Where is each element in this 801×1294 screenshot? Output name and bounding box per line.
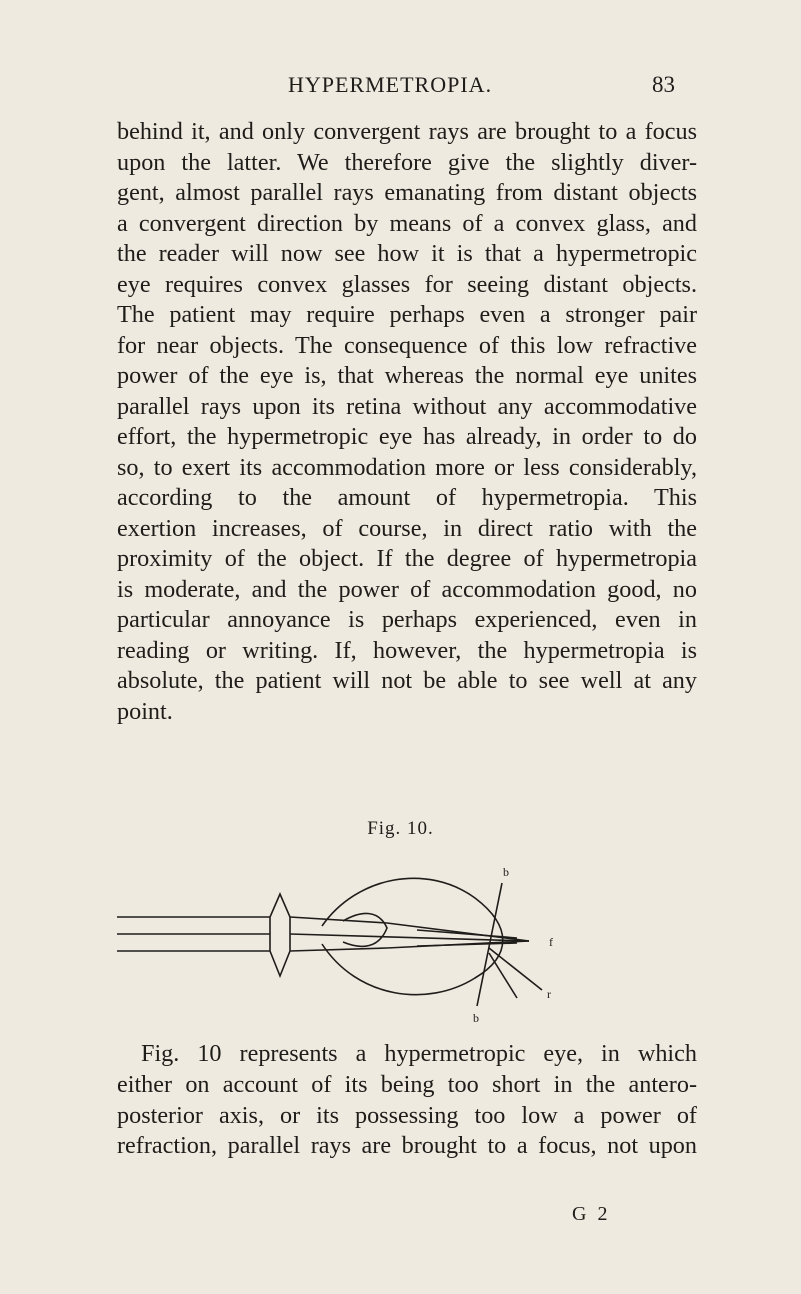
refracted-ray: [290, 948, 387, 951]
convex-lens: [270, 894, 290, 976]
text-line: parallel rays upon its retina without any accommodative: [117, 392, 697, 420]
text-line: particular annoyance is perhaps experienced, even in: [117, 606, 697, 633]
crystalline-lens: [343, 913, 387, 946]
text-line: a convergent direction by means of a convex glass, and: [117, 209, 697, 237]
refracted-ray: [290, 934, 529, 941]
text-line: either on account of its being too short in the antero-: [117, 1070, 697, 1098]
label-b-top: b: [503, 865, 509, 879]
text-line: according to the amount of hypermetropia. This: [117, 484, 697, 511]
text-line: eye requires convex glasses for seeing distant objects.: [117, 270, 697, 298]
signature-mark: G 2: [572, 1203, 611, 1225]
text-line: is moderate, and the power of accommodation good, no: [117, 575, 697, 603]
eye-diagram-svg: [117, 858, 697, 1028]
text-line: behind it, and only convergent rays are brought to a focus: [117, 118, 697, 145]
text-line: absolute, the patient will not be able to see well at any: [117, 667, 697, 694]
text-line: exertion increases, of course, in direct ratio with the: [117, 514, 697, 542]
text-line: power of the eye is, that whereas the normal eye unites: [117, 362, 697, 389]
text-line: The patient may require perhaps even a stronger pair: [117, 301, 697, 328]
page-header: [0, 72, 801, 104]
text-line: the reader will now see how it is that a hypermetropic: [117, 240, 697, 267]
refracted-ray: [290, 917, 387, 923]
text-line: Fig. 10 represents a hypermetropic eye, in which: [141, 1040, 697, 1067]
text-line: gent, almost parallel rays emanating from distant objects: [117, 179, 697, 206]
text-line: so, to exert its accommodation more or less considerably,: [117, 453, 697, 481]
text-line: posterior axis, or its possessing too low a power of: [117, 1101, 697, 1129]
text-line: reading or writing. If, however, the hypermetropia is: [117, 636, 697, 664]
label-b-bottom: b: [473, 1011, 479, 1025]
text-line: point.: [117, 697, 173, 725]
page-number: 83: [652, 72, 675, 97]
label-f: f: [549, 935, 553, 949]
text-line: for near objects. The consequence of this low refractive: [117, 331, 697, 359]
text-line: upon the latter. We therefore give the slightly diver-: [117, 148, 697, 176]
label-r: r: [547, 987, 551, 1001]
figure-description-paragraph: [117, 1039, 697, 1162]
ray-to-r: [489, 948, 542, 990]
text-line: effort, the hypermetropic eye has already, in order to do: [117, 423, 697, 450]
figure-caption: Fig. 10.: [367, 818, 434, 839]
eye-diagram: [117, 858, 697, 1028]
text-line: refraction, parallel rays are brought to a focus, not upon: [117, 1132, 697, 1160]
running-head: HYPERMETROPIA.: [288, 72, 493, 97]
text-line: proximity of the object. If the degree of hypermetropia: [117, 545, 697, 572]
body-paragraph: [117, 117, 697, 727]
